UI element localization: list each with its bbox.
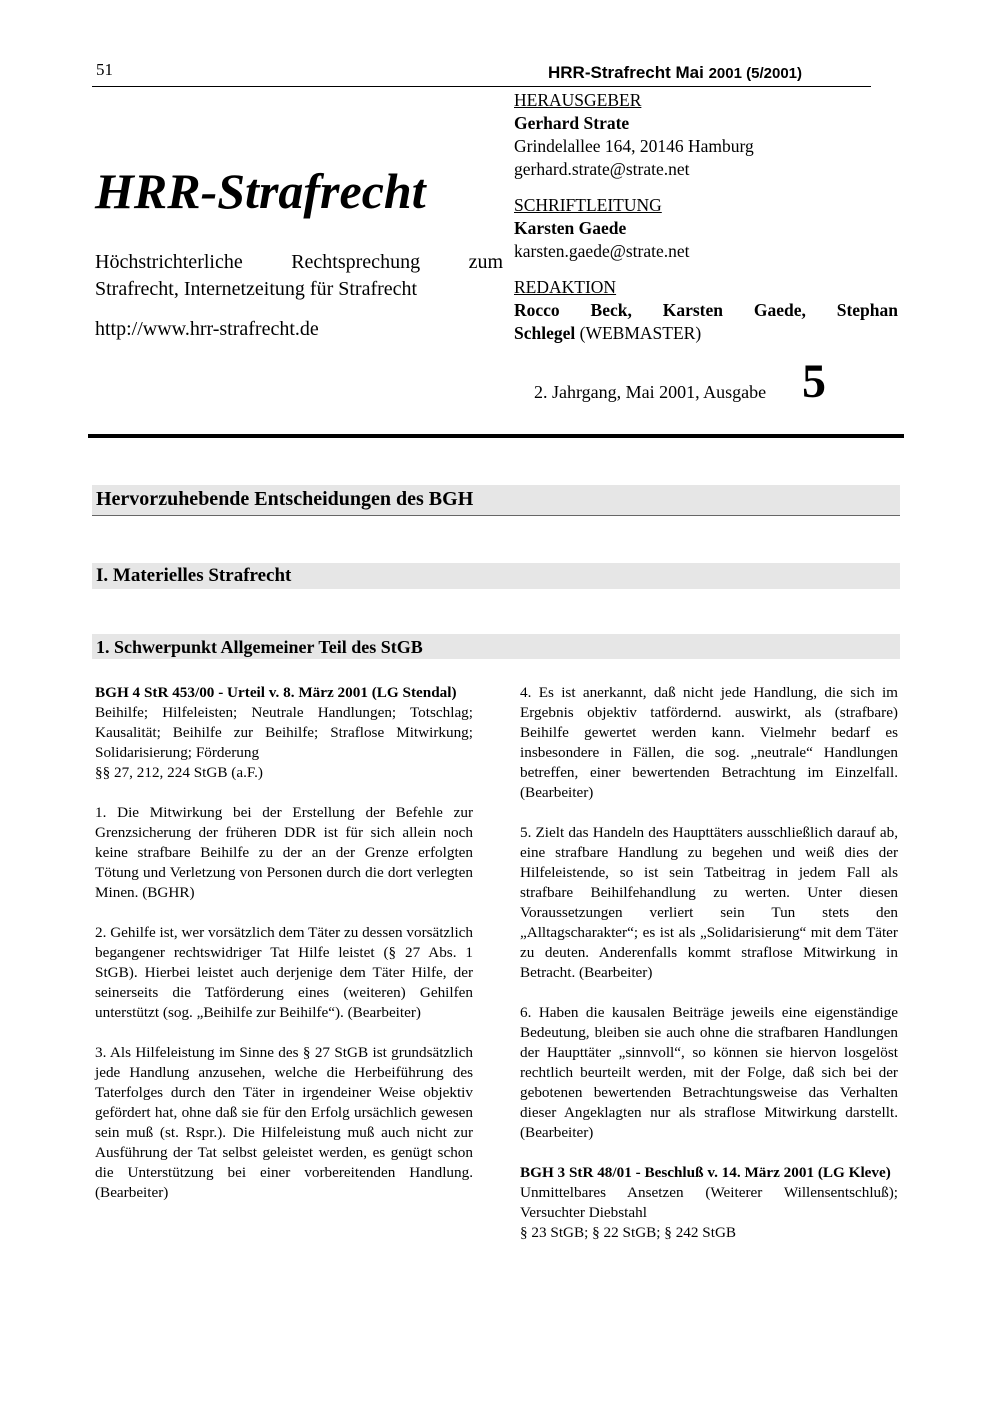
page-number: 51 (96, 60, 113, 79)
header-rule (92, 86, 871, 87)
masthead (514, 89, 898, 345)
journal-url[interactable]: http://www.hrr-strafrecht.de (95, 318, 319, 340)
case-keywords: Unmittelbares Ansetzen (Weiterer Willensentschluß); Versuchter Diebstahl (520, 1184, 898, 1221)
publisher-label: HERAUSGEBER (514, 90, 642, 110)
journal-subtitle: Höchstrichterliche Rechtsprechung zum Strafrecht, Internetzeitung für Strafrecht (95, 251, 503, 300)
headnote-3: 3. Als Hilfeleistung im Sinne des § 27 StGB ist grundsätzlich jede Handlung anzusehen, welche die Herbeiführung des Taterfolges durch den Täter in irgendeiner Weise objektiv gefördert hat, ohne daß sie für den Erfolg ursächlich gewesen sein muß (st. Rspr.). Die Hilfeleistung muß auch nicht zur Ausführung der Tat selbst geleistet werden, es genügt schon die Unterstützung bei einer vorbereitenden Handlung. (Bearbeiter) (95, 1044, 473, 1201)
case-norms: §§ 27, 212, 224 StGB (a.F.) (95, 764, 263, 781)
section-heading-main: Hervorzuhebende Entscheidungen des BGH (92, 485, 900, 516)
staff-line-2 (514, 322, 898, 345)
issue-number: 5 (802, 355, 826, 408)
masthead-rule (88, 434, 904, 438)
headnote-1: 1. Die Mitwirkung bei der Erstellung der Befehle zur Grenzsicherung der früheren DDR ist für sich allein noch keine strafbare Beihilfe zu der an der Grenze erfolgten Tötung und Verletzung von Personen durch die dort verlegten Minen. (BGHR) (95, 804, 473, 901)
section-heading-part: I. Materielles Strafrecht (92, 563, 900, 589)
issue-line: 2. Jahrgang, Mai 2001, Ausgabe (534, 382, 767, 402)
publisher-name: Gerhard Strate (514, 113, 630, 133)
running-head-main: HRR-Strafrecht Mai (548, 63, 704, 82)
headnote-6: 6. Haben die kausalen Beiträge jeweils eine eigenständige Bedeutung, bleiben sie auch ohne die strafbaren Handlungen der Haupttäter „sinnvoll“, so können sie hiervon losgelöst rechtlich beurteilt werden, mit der Folge, daß sich bei der gebotenen bewertenden Betrachtungsweise das Verhalten dieser Angeklagten nur als straflose Mitwirkung darstellt. (Bearbeiter) (520, 1004, 898, 1141)
left-column (95, 683, 473, 1223)
staff-names: Rocco Beck, Karsten Gaede, Stephan (514, 300, 898, 320)
case-title: BGH 3 StR 48/01 - Beschluß v. 14. März 2001 (LG Kleve) (520, 1164, 891, 1181)
staff-role: (WEBMASTER) (579, 323, 702, 343)
right-column (520, 683, 898, 1243)
case-title: BGH 4 StR 453/00 - Urteil v. 8. März 2001 (LG Stendal) (95, 684, 457, 701)
editor-email[interactable]: karsten.gaede@strate.net (514, 241, 690, 261)
staff-names-2: Schlegel (514, 323, 576, 343)
publisher-email[interactable]: gerhard.strate@strate.net (514, 159, 690, 179)
case-header (520, 1163, 898, 1243)
running-head-issue: 2001 (5/2001) (708, 65, 802, 82)
journal-title: HRR-Strafrecht (95, 163, 426, 219)
running-head (548, 63, 802, 83)
staff-label: REDAKTION (514, 277, 617, 297)
editor-name: Karsten Gaede (514, 218, 627, 238)
case-keywords: Beihilfe; Hilfeleisten; Neutrale Handlungen; Totschlag; Kausalität; Beihilfe zur Beihilfe; Straflose Mitwirkung; Solidarisierung; Förderung (95, 704, 473, 761)
section-heading-subpart: 1. Schwerpunkt Allgemeiner Teil des StGB (92, 634, 900, 659)
headnote-5: 5. Zielt das Handeln des Haupttäters ausschließlich darauf ab, eine strafbare Handlung zu begehen und weiß dies der Hilfeleistende, so ist sein Tatbeitrag in jedem Fall als strafbare Beihilfehandlung zu werten. Unter diesen Voraussetzungen verliert sein Tun stets den „Alltagscharakter“; es ist als „Solidarisierung“ mit dem Täter zu deuten. Anderenfalls kommt straflose Mitwirkung in Betracht. (Bearbeiter) (520, 824, 898, 981)
case-header (95, 683, 473, 783)
case-norms: § 23 StGB; § 22 StGB; § 242 StGB (520, 1224, 737, 1241)
publisher-address: Grindelallee 164, 20146 Hamburg (514, 136, 754, 156)
headnote-2: 2. Gehilfe ist, wer vorsätzlich dem Täter zu dessen vorsätzlich begangener rechtswidriger Tat Hilfe leistet (§ 27 Abs. 1 StGB). Hierbei leistet auch derjenige dem Täter Hilfe, der seinerseits die Tatförderung eines (weiteren) Gehilfen unterstützt (sog. „Beihilfe zur Beihilfe“). (Bearbeiter) (95, 924, 474, 1021)
editor-label: SCHRIFTLEITUNG (514, 195, 662, 215)
headnote-4: 4. Es ist anerkannt, daß nicht jede Handlung, die sich im Ergebnis objektiv tatfördernd. auswirkt, als (strafbare) Beihilfe gewertet werden kann. Vielmehr bedarf es insbesondere in Fällen, die sog. „neutrale“ Handlungen betreffen, einer bewertenden Betrachtung im Einzelfall. (Bearbeiter) (520, 684, 898, 801)
